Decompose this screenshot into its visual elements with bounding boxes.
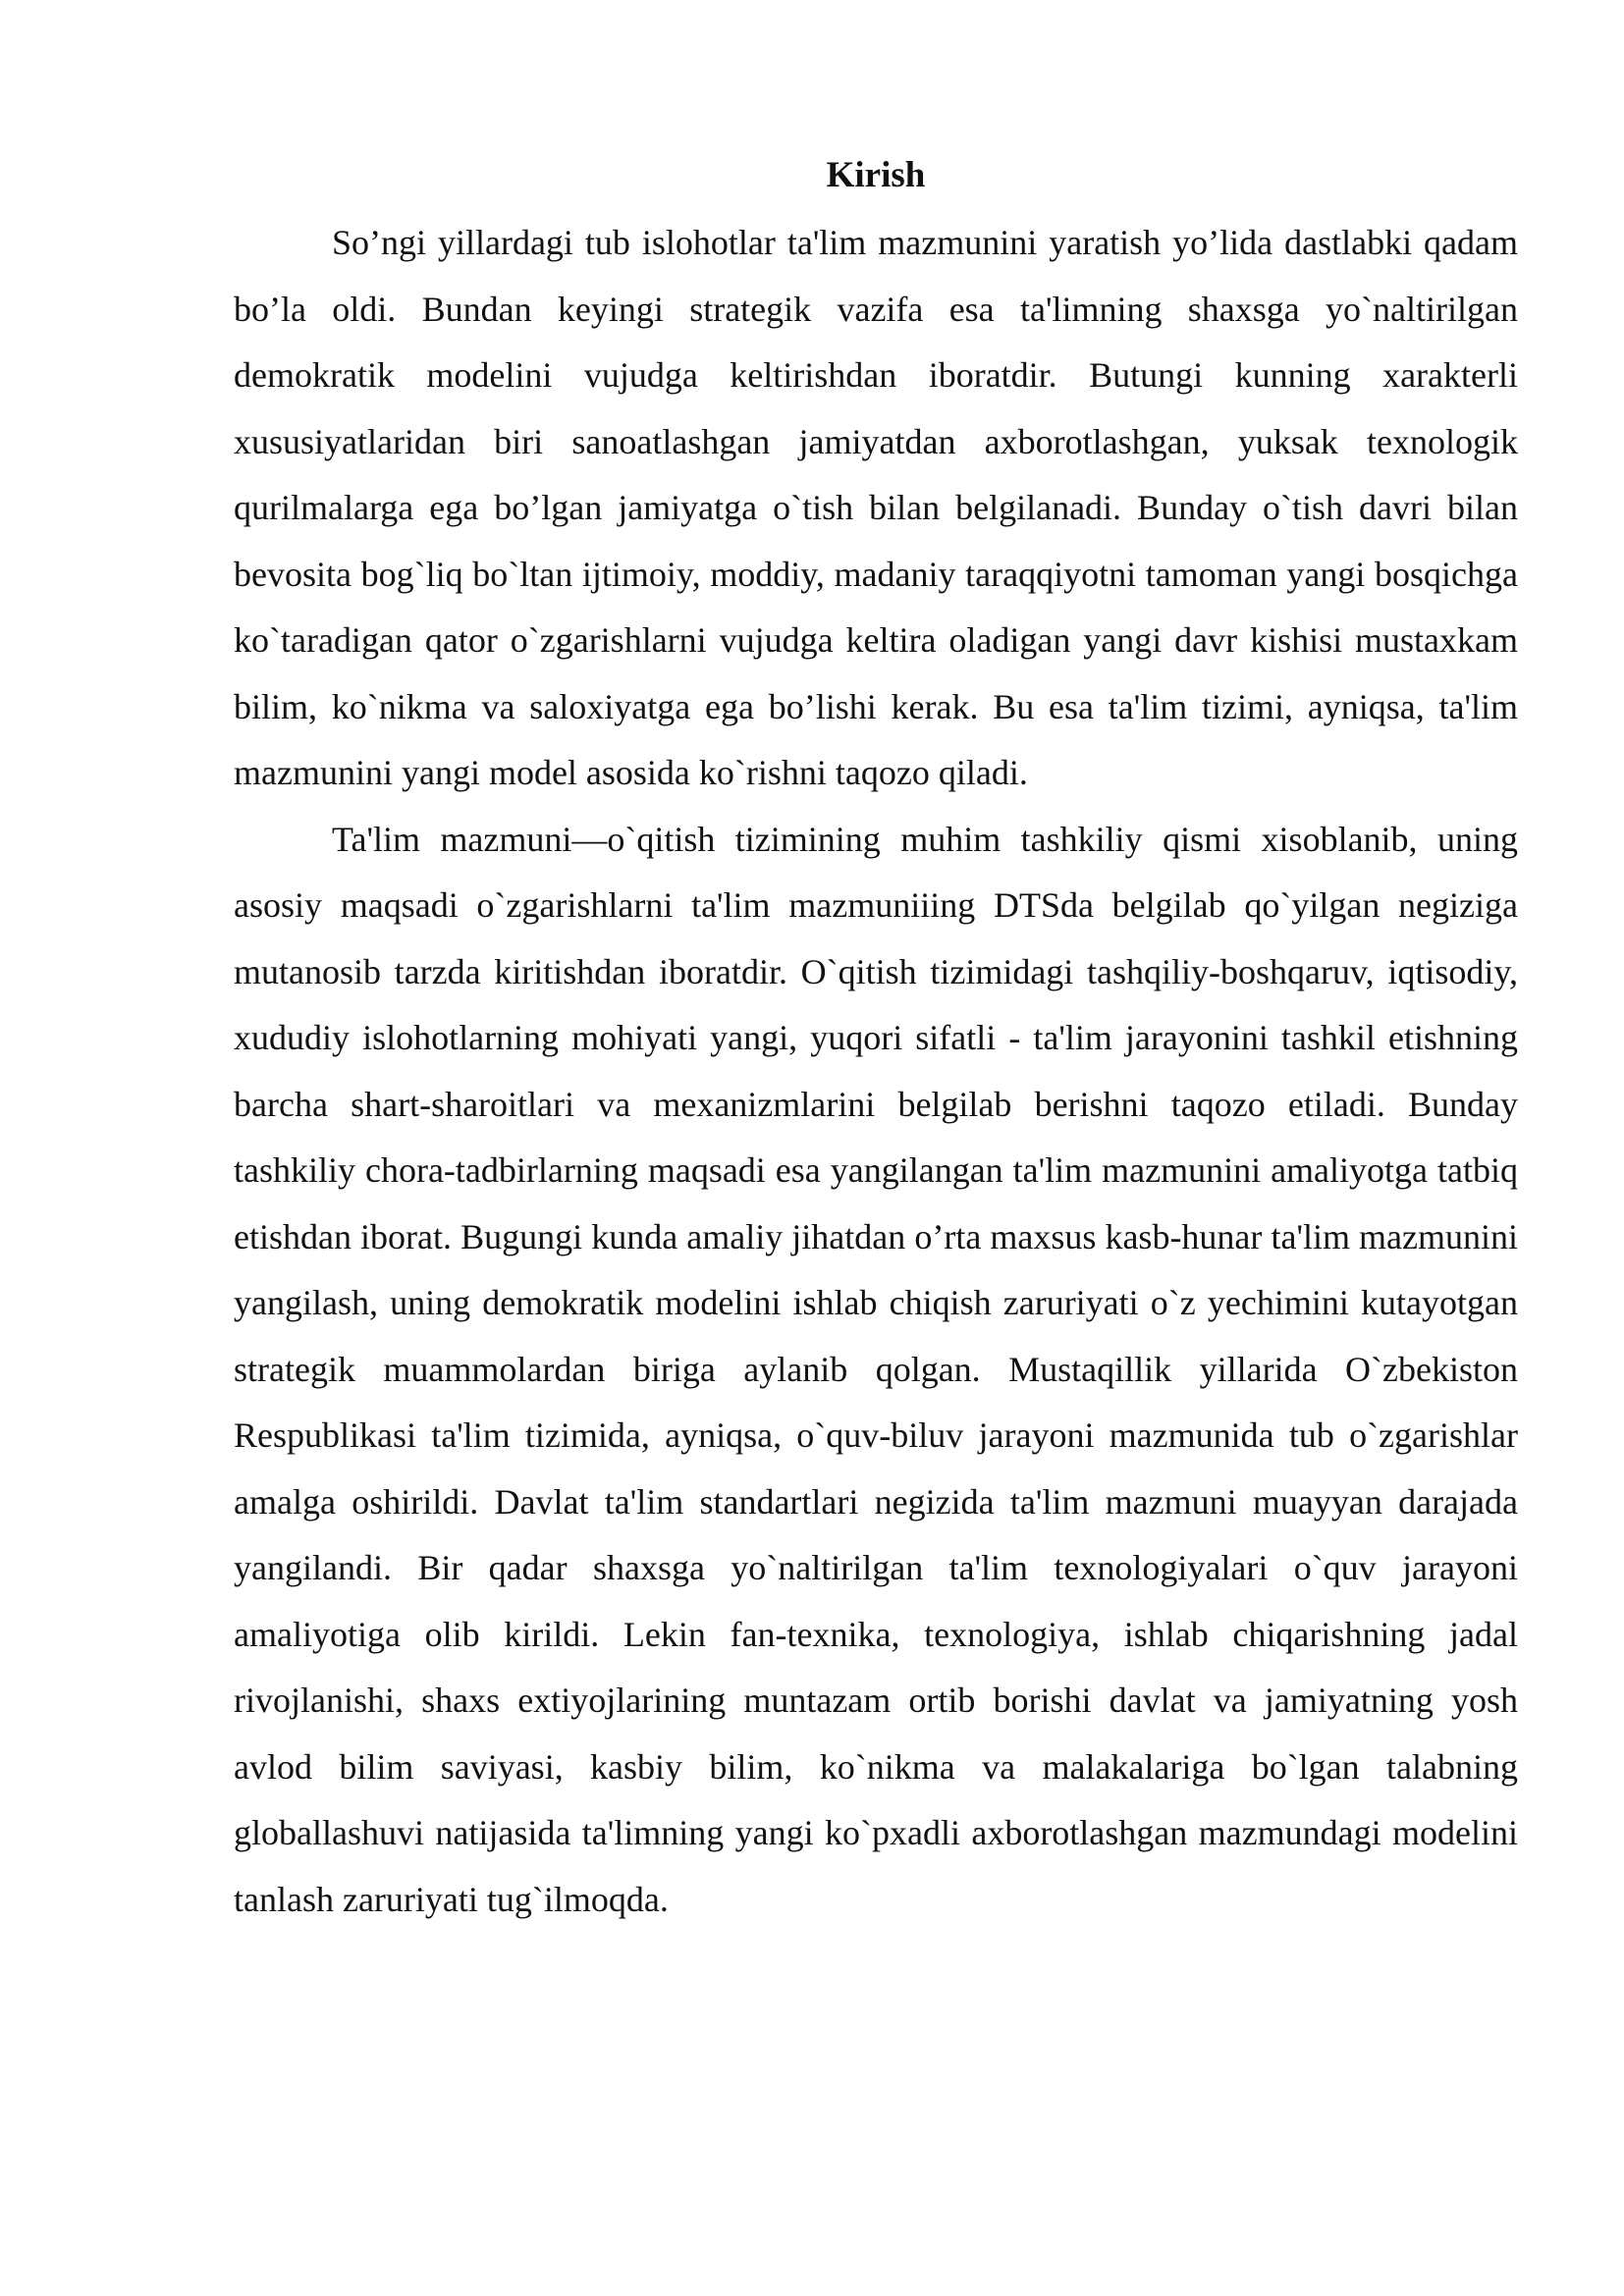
section-title: Kirish	[826, 155, 926, 195]
document-body	[234, 147, 1518, 1933]
paragraph-2: Ta'lim mazmuni—o`qitish tizimining muhim tashkiliy qismi xisoblanib, uning asosiy maqsadi o`zgarishlarni ta'lim mazmuniiing DTSda belgilab qo`yilgan negiziga mutanosib tarzda kiritishdan iboratdir. O`qitish tizimidagi tashqiliy-boshqaruv, iqtisodiy, xududiy islohotlarning mohiyati yangi, yuqori sifatli - ta'lim jarayonini tashkil etishning barcha shart-sharoitlari va mexanizmlarini belgilab berishni taqozo etiladi. Bunday tashkiliy chora-tadbirlarning maqsadi esa yangilangan ta'lim mazmunini amaliyotga tatbiq etishdan iborat. Bugungi kunda amaliy jihatdan o’rta maxsus kasb-hunar ta'lim mazmunini yangilash, uning demokratik modelini ishlab chiqish zaruriyati o`z yechimini kutayotgan strategik muammolardan biriga aylanib qolgan. Mustaqillik yillarida O`zbekiston Respublikasi ta'lim tizimida, ayniqsa, o`quv-biluv jarayoni mazmunida tub o`zgarishlar amalga oshirildi. Davlat ta'lim standartlari negizida ta'lim mazmuni muayyan darajada yangilandi. Bir qadar shaxsga yo`naltirilgan ta'lim texnologiyalari o`quv jarayoni amaliyotiga olib kirildi. Lekin fan-texnika, texnologiya, ishlab chiqarishning jadal rivojlanishi, shaxs extiyojlarining muntazam ortib borishi davlat va jamiyatning yosh avlod bilim saviyasi, kasbiy bilim, ko`nikma va malakalariga bo`lgan talabning globallashuvi natijasida ta'limning yangi ko`pxadli axborotlashgan mazmundagi modelini tanlash zaruriyati tug`ilmoqda.	[234, 819, 1518, 1919]
paragraph-1: So’ngi yillardagi tub islohotlar ta'lim mazmunini yaratish yo’lida dastlabki qadam bo’la oldi. Bundan keyingi strategik vazifa esa ta'limning shaxsga yo`naltirilgan demokratik modelini vujudga keltirishdan iboratdir. Butungi kunning xarakterli xususiyatlaridan biri sanoatlashgan jamiyatdan axborotlashgan, yuksak texnologik qurilmalarga ega bo’lgan jamiyatga o`tish bilan belgilanadi. Bunday o`tish davri bilan bevosita bog`liq bo`ltan ijtimoiy, moddiy, madaniy taraqqiyotni tamoman yangi bosqichga ko`taradigan qator o`zgarishlarni vujudga keltira oladigan yangi davr kishisi mustaxkam bilim, ko`nikma va saloxiyatga ega bo’lishi kerak. Bu esa ta'lim tizimi, ayniqsa, ta'lim mazmunini yangi model asosida ko`rishni taqozo qiladi.	[234, 223, 1518, 792]
